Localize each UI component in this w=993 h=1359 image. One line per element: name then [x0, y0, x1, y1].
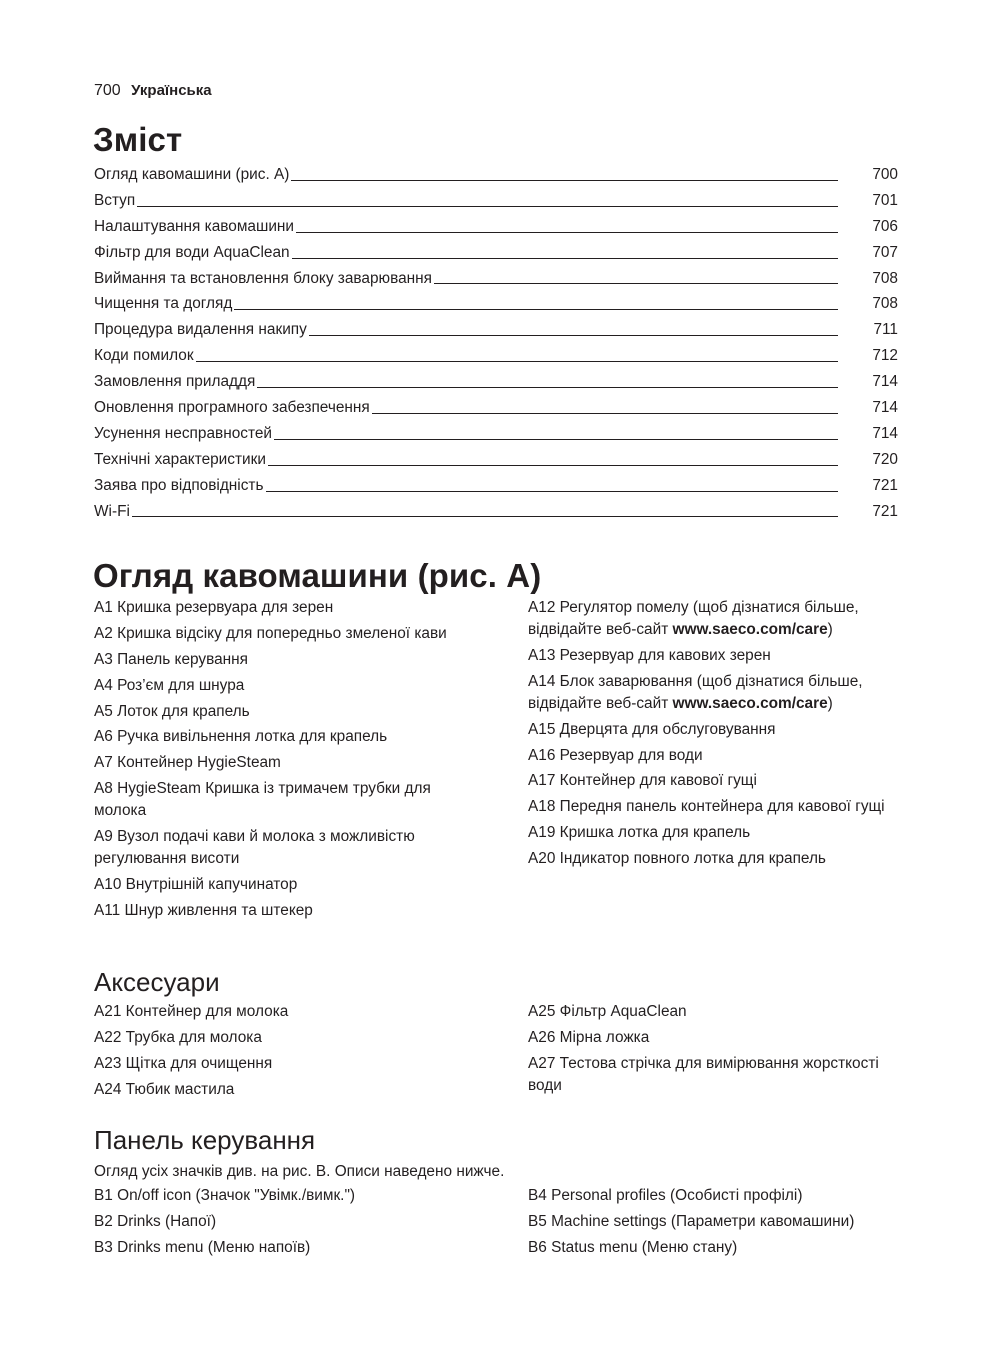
toc-entry-label: Оновлення програмного забезпечення [94, 399, 370, 417]
toc-entry[interactable] [94, 369, 898, 395]
accessories-title: Аксесуари [94, 967, 220, 997]
list-item: B3 Drinks menu (Меню напоїв) [94, 1238, 311, 1256]
list-item: A8 HygieSteam Кришка із тримачем трубки для молока [94, 780, 431, 820]
toc-leader [266, 491, 839, 492]
toc-leader [137, 206, 838, 207]
toc-leader [257, 387, 838, 388]
toc-entry-label: Вступ [94, 191, 136, 209]
control-panel-list-left [94, 1185, 484, 1263]
list-item: A25 Фільтр AquaClean [528, 1003, 687, 1020]
toc-leader [196, 361, 838, 362]
item-text-end: ) [827, 694, 833, 712]
toc-entry[interactable] [94, 343, 898, 369]
list-item: A11 Шнур живлення та штекер [94, 901, 313, 919]
toc-entry-label: Процедура видалення накипу [94, 321, 307, 339]
toc-leader [274, 439, 838, 440]
list-item: A23 Щітка для очищення [94, 1054, 273, 1072]
toc-leader [372, 413, 838, 414]
toc-entry[interactable] [94, 291, 898, 317]
toc-entry-page: 706 [872, 217, 898, 235]
list-item: A7 Контейнер HygieSteam [94, 754, 281, 772]
toc-entry-page: 707 [872, 243, 898, 261]
table-of-contents [94, 162, 898, 524]
toc-leader [296, 232, 838, 233]
toc-entry-label: Замовлення приладдя [94, 373, 256, 391]
control-panel-title: Панель керування [94, 1125, 316, 1155]
list-item: A20 Індикатор повного лотка для крапель [528, 850, 826, 868]
toc-entry[interactable] [94, 499, 898, 525]
toc-entry-page: 720 [872, 450, 898, 468]
overview-list-left [94, 597, 484, 926]
toc-entry-label: Усунення несправностей [94, 424, 272, 442]
toc-entry-label: Виймання та встановлення блоку заварювання [94, 269, 432, 287]
toc-entry-page: 714 [872, 399, 898, 417]
toc-leader [132, 516, 838, 517]
toc-entry-page: 708 [872, 269, 898, 287]
toc-entry-page: 712 [872, 347, 898, 365]
toc-entry-page: 700 [872, 166, 898, 183]
list-item: A21 Контейнер для молока [94, 1003, 289, 1020]
list-item: A24 Тюбик мастила [94, 1080, 235, 1098]
toc-entry[interactable] [94, 266, 898, 292]
list-item [528, 597, 908, 641]
list-item: B4 Personal profiles (Особисті профілі) [528, 1187, 803, 1204]
toc-entry[interactable] [94, 240, 898, 266]
list-item: A5 Лоток для крапель [94, 702, 250, 720]
toc-entry-label: Коди помилок [94, 347, 194, 365]
list-item: A22 Трубка для молока [94, 1028, 262, 1046]
list-item: A13 Резервуар для кавових зерен [528, 646, 771, 664]
list-item: A2 Кришка відсіку для попередньо змеленої кави [94, 624, 447, 642]
toc-entry[interactable] [94, 188, 898, 214]
list-item: A10 Внутрішній капучинатор [94, 876, 298, 894]
toc-leader [291, 180, 838, 181]
list-item: B5 Machine settings (Параметри кавомашини) [528, 1212, 855, 1230]
control-panel-list-right [528, 1185, 908, 1263]
toc-entry-label: Огляд кавомашини (рис. A) [94, 166, 290, 183]
list-item: A17 Контейнер для кавової гущі [528, 772, 757, 790]
toc-entry-page: 721 [872, 476, 898, 494]
toc-entry[interactable] [94, 317, 898, 343]
list-item [528, 671, 908, 715]
list-item: A1 Кришка резервуара для зерен [94, 599, 334, 616]
list-item: B2 Drinks (Напої) [94, 1212, 217, 1230]
accessories-list-right [528, 1001, 908, 1101]
toc-leader [309, 335, 838, 336]
list-item: A16 Резервуар для води [528, 746, 703, 764]
website-link[interactable]: www.saeco.com/care [672, 621, 828, 638]
toc-entry-page: 721 [872, 502, 898, 520]
list-item: A6 Ручка вивільнення лотка для крапель [94, 728, 388, 746]
list-item: A9 Вузол подачі кави й молока з можливістю регулювання висоти [94, 828, 415, 868]
list-item: A27 Тестова стрічка для вимірювання жорсткості води [528, 1054, 879, 1094]
toc-entry-page: 708 [872, 295, 898, 313]
toc-entry-label: Заява про відповідність [94, 476, 264, 494]
list-item: A18 Передня панель контейнера для кавової гущі [528, 798, 885, 816]
toc-entry-page: 701 [872, 191, 898, 209]
control-panel-intro: Огляд усіх значків див. на рис. B. Описи наведено нижче. [94, 1163, 505, 1180]
toc-entry[interactable] [94, 162, 898, 188]
overview-title: Огляд кавомашини (рис. A) [93, 557, 542, 594]
toc-entry-label: Чищення та догляд [94, 295, 233, 313]
website-link[interactable]: www.saeco.com/care [672, 694, 828, 712]
toc-entry[interactable] [94, 214, 898, 240]
list-item: A19 Кришка лотка для крапель [528, 824, 751, 842]
list-item: A3 Панель керування [94, 650, 248, 668]
toc-entry[interactable] [94, 395, 898, 421]
toc-entry-page: 711 [873, 321, 898, 339]
item-text-end: ) [827, 621, 833, 638]
toc-title: Зміст [93, 121, 183, 158]
toc-leader [234, 309, 838, 310]
list-item: A15 Дверцята для обслуговування [528, 720, 776, 738]
toc-entry-label: Фільтр для води AquaClean [94, 243, 290, 261]
toc-entry-label: Налаштування кавомашини [94, 217, 295, 235]
toc-leader [292, 258, 838, 259]
toc-leader [268, 465, 838, 466]
language-label: Українська [131, 82, 212, 99]
list-item: B1 On/off icon (Значок "Увімк./вимк.") [94, 1187, 356, 1204]
page-number: 700 [94, 82, 121, 99]
accessories-list-left [94, 1001, 484, 1105]
toc-leader [434, 283, 838, 284]
item-text: A14 Блок заварювання (щоб дізнатися більше, відвідайте веб-сайт [528, 672, 863, 712]
item-text: A12 Регулятор помелу (щоб дізнатися більше, відвідайте веб-сайт [528, 599, 859, 638]
toc-entry[interactable] [94, 447, 898, 473]
page-header [94, 80, 212, 102]
toc-entry[interactable] [94, 473, 898, 499]
toc-entry-label: Wi-Fi [94, 502, 130, 520]
toc-entry-page: 714 [872, 373, 898, 391]
list-item: B6 Status menu (Меню стану) [528, 1238, 738, 1256]
list-item: A4 Роз’єм для шнура [94, 676, 245, 694]
toc-entry[interactable] [94, 421, 898, 447]
toc-entry-page: 714 [872, 424, 898, 442]
list-item: A26 Мірна ложка [528, 1028, 650, 1046]
toc-entry-label: Технічні характеристики [94, 450, 266, 468]
overview-list-right [528, 597, 908, 874]
